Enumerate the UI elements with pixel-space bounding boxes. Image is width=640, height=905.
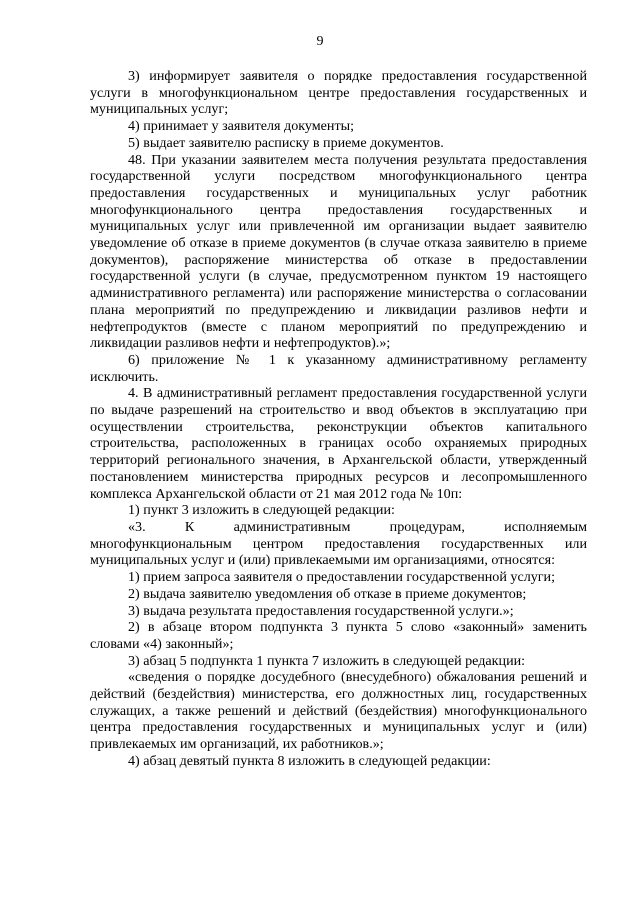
paragraph: 3) выдача результата предоставления государственной услуги.»; bbox=[128, 602, 514, 619]
paragraph: 1) прием запроса заявителя о предоставлении государственной услуги; bbox=[128, 569, 556, 586]
paragraph: 4) абзац девятый пункта 8 изложить в следующей редакции: bbox=[128, 752, 491, 769]
paragraph: 4. В административный регламент предоставления государственной услуги по выдаче разрешений на строительство и ввод объектов в эксплуатацию при осуществлении строительства, реконструкции объектов капитального строительства, расположенных в границах особо охраняемых природных территорий регионального значения, в Архангельской области, утвержденный постановлением министерства природных ресурсов и лесопромышленного комплекса Архангельской области от 21 мая 2012 года № 10п: bbox=[90, 385, 587, 502]
paragraph: 2) в абзаце втором подпункта 3 пункта 5 слово «законный» заменить словами «4) законный»; bbox=[90, 619, 587, 652]
paragraph: 1) пункт 3 изложить в следующей редакции: bbox=[128, 502, 395, 519]
paragraph: 3) информирует заявителя о порядке предоставления государственной услуги в многофункциональном центре предоставления государственных и муниципальных услуг; bbox=[90, 68, 587, 118]
paragraph: 48. При указании заявителем места получения результата предоставления государственной услуги посредством многофункционального центра предоставления государственных и муниципальных услуг работник многофункционального центра предоставления государственных и муниципальных услуг или привлеченной им организации выдает заявителю уведомление об отказе в приеме документов (в случае отказа заявителю в приеме документов), распоряжение министерства об отказе в предоставлении государственной услуги (в случае, предусмотренном пунктом 19 настоящего административного регламента) или распоряжение министерства о согласовании плана мероприятий по предупреждению и ликвидации разливов нефти и нефтепродуктов (вместе с планом мероприятий по предупреждению и ликвидации разливов нефти и нефтепродуктов).»; bbox=[90, 151, 587, 352]
paragraph: 5) выдает заявителю расписку в приеме документов. bbox=[128, 134, 444, 151]
paragraph: 3) абзац 5 подпункта 1 пункта 7 изложить в следующей редакции: bbox=[128, 652, 526, 669]
paragraph: 2) выдача заявителю уведомления об отказе в приеме документов; bbox=[128, 585, 527, 602]
page-number: 9 bbox=[316, 34, 324, 49]
paragraph: «3. К административным процедурам, исполняемым многофункциональным центром предоставления государственных или муниципальных услуг и (или) привлекаемыми им организациями, относятся: bbox=[90, 518, 587, 569]
document-body bbox=[90, 68, 587, 770]
paragraph: «сведения о порядке досудебного (внесудебного) обжалования решений и действий (бездействия) министерства, его должностных лиц, государственных служащих, а также решений и действий (бездействия) многофункционального центра предоставления государственных и муниципальных услуг и (или) привлекаемых им организаций, их работников.»; bbox=[90, 669, 587, 753]
paragraph: 4) принимает у заявителя документы; bbox=[128, 118, 355, 135]
paragraph: 6) приложение № 1 к указанному административному регламенту исключить. bbox=[90, 351, 587, 385]
